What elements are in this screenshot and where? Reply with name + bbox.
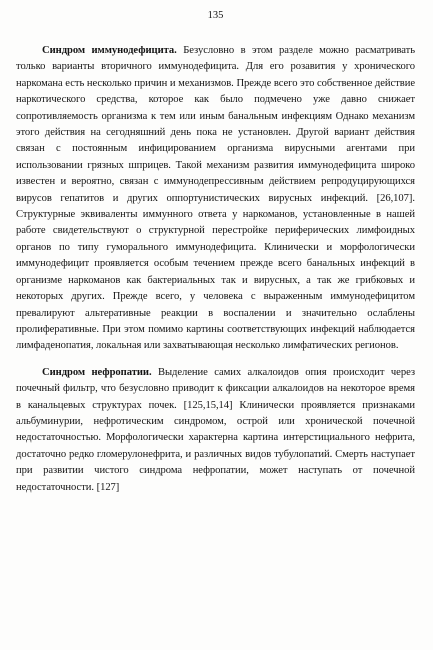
page-number: 135 bbox=[207, 10, 224, 21]
paragraph-nephropathy bbox=[16, 365, 415, 496]
section-body-immunodeficiency: Безусловно в этом разделе можно расматривать только варианты вторичного иммунодефицита. Для его розавития у хронического наркомана есть несколько причин и механизмов. Прежде всего это собственное действие наркотического средства, которое как было подмечено уже давно снижает сопротивляемость организма к тем или иным банальным инфекциям Однако механизм этого действия на сегодняшний день пока не установлен. Другой вариант действия связан с постоянным инфицированием организма вирусными агентами при использовании грязных шприцев. Такой механизм развития иммунодефицита широко известен и вероятно, связан с иммунодепрессивным действием репродуцирующихся вирусов гепатитов и других оппортунистических вирусных инфекций. [26,107]. Структурные эквиваленты иммунного ответа у наркоманов, установленные в нашей работе свидетельствуют о структурной перестройке периферических лимфоидных органов по типу гуморального иммунодефицита. Клинически и морфологически иммунодефицит проявляется особым течением прежде всего банальных инфекций в организме наркоманов как бактериальных так и вирусных, а так же грибковых и некоторых других. Прежде всего, у человека с выраженным иммунодефицитом превалируют альтеративные реакции в воспалении и значительно ослаблены пролиферативные. При этом помимо картины соответствующих инфекций наблюдается лимфаденопатия, локальная или захватывающая несколько лимфатических регионов. bbox=[16, 45, 415, 352]
section-body-nephropathy: Выделение самих алкалоидов опия происходит через почечный фильтр, что безусловно приводит к фиксации алкалоидов на некоторое время в канальцевых структурах почек. [125,15,14] Клинически проявляется признаками альбуминурии, нефротическим синдромом, острой или хронической почечной недостаточностью. Морфологически характерна картина интерстициального нефрита, достаточно редко гломерулонефрита, и различных видов тубулопатий. Смерть наступает при развитии чистого синдрома нефропатии, может наступать от почечной недостаточности. [127] bbox=[16, 366, 415, 493]
section-heading-nephropathy: Синдром нефропатии. bbox=[42, 366, 152, 378]
section-heading-immunodeficiency: Синдром иммунодефицита. bbox=[42, 45, 177, 56]
paragraph-immunodeficiency bbox=[16, 43, 415, 355]
